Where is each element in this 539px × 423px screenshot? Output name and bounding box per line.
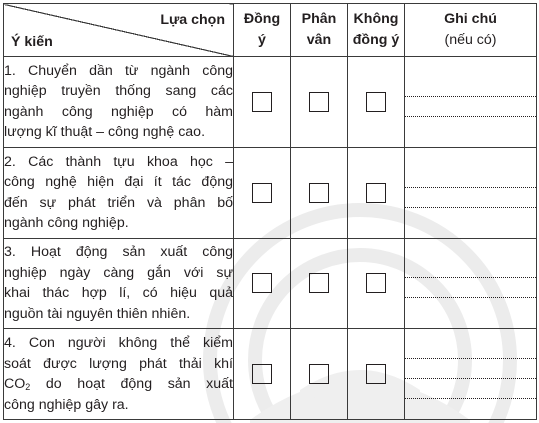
statement-cell: 2. Các thành tựu khoa học – công nghệ hiện đại ít tác động đến sự phát triển và phân bố ngành công nghiệp. [4, 147, 234, 238]
disagree-cell [348, 238, 405, 329]
disagree-cell [348, 57, 405, 148]
note-subtitle: (nếu có) [444, 32, 497, 48]
corner-bottom-label: Ý kiến [11, 33, 53, 50]
note-dotted-line [405, 344, 536, 364]
option-header-agree: Đồng ý [234, 4, 291, 57]
agree-cell [234, 147, 291, 238]
note-header [405, 4, 537, 57]
note-title: Ghi chú [444, 11, 497, 27]
agree-cell [234, 329, 291, 420]
neutral-checkbox[interactable] [309, 183, 329, 203]
agree-checkbox[interactable] [252, 92, 272, 112]
agree-checkbox[interactable] [252, 364, 272, 384]
agree-checkbox[interactable] [252, 273, 272, 293]
note-cell[interactable] [405, 238, 537, 329]
note-cell[interactable] [405, 329, 537, 420]
statement-line-co2: $CO_2$ do hoạt động sản xuất [4, 376, 233, 393]
note-cell[interactable] [405, 147, 537, 238]
disagree-checkbox[interactable] [366, 273, 386, 293]
note-dotted-line [405, 173, 536, 193]
neutral-cell [291, 57, 348, 148]
table-row [4, 57, 537, 148]
disagree-checkbox[interactable] [366, 183, 386, 203]
note-dotted-line [405, 102, 536, 122]
note-dotted-line [405, 193, 536, 213]
neutral-cell [291, 238, 348, 329]
table-row [4, 238, 537, 329]
disagree-checkbox[interactable] [366, 364, 386, 384]
option-header-neutral: Phân vân [291, 4, 348, 57]
header-row [4, 4, 537, 57]
neutral-cell [291, 147, 348, 238]
agree-cell [234, 57, 291, 148]
note-cell[interactable] [405, 57, 537, 148]
neutral-checkbox[interactable] [309, 364, 329, 384]
note-dotted-line [405, 283, 536, 303]
table-row [4, 147, 537, 238]
neutral-checkbox[interactable] [309, 273, 329, 293]
disagree-cell [348, 147, 405, 238]
note-dotted-line [405, 263, 536, 283]
survey-table [3, 3, 537, 420]
corner-header [4, 4, 234, 57]
option-header-disagree: Không đồng ý [348, 4, 405, 57]
table-row [4, 329, 537, 420]
note-dotted-line [405, 364, 536, 384]
statement-cell: 4. Con người không thể kiểm soát được lượng phát thải khí $CO_2$ do hoạt động sản xuất công nghiệp gây ra. [4, 329, 234, 420]
neutral-checkbox[interactable] [309, 92, 329, 112]
disagree-checkbox[interactable] [366, 92, 386, 112]
corner-top-label: Lựa chọn [160, 12, 225, 28]
disagree-cell [348, 329, 405, 420]
agree-checkbox[interactable] [252, 183, 272, 203]
statement-cell: 1. Chuyển dần từ ngành công nghiệp truyền thống sang các ngành công nghiệp có hàm lượng kĩ thuật – công nghệ cao. [4, 57, 234, 148]
note-dotted-line [405, 384, 536, 404]
agree-cell [234, 238, 291, 329]
note-dotted-line [405, 82, 536, 102]
statement-cell: 3. Hoạt động sản xuất công nghiệp ngày càng gắn với sự khai thác hợp lí, có hiệu quả nguồn tài nguyên thiên nhiên. [4, 238, 234, 329]
neutral-cell [291, 329, 348, 420]
